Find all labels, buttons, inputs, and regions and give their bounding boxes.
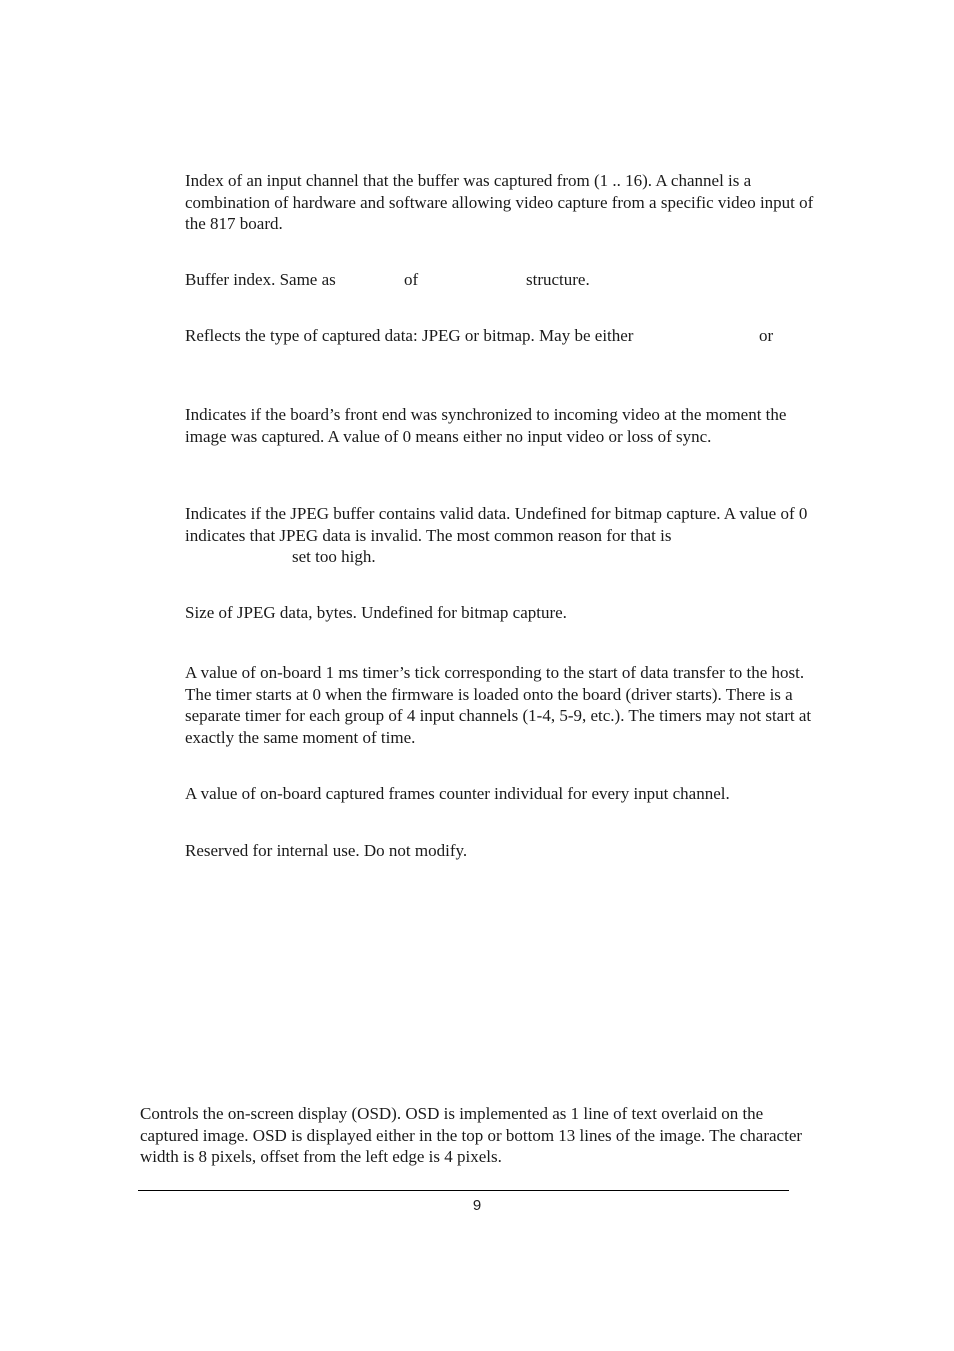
jpeg-valid-tail: set too high.	[292, 547, 376, 566]
buffer-index-text-2: of	[404, 270, 419, 289]
capture-type-text-2: or	[759, 326, 774, 345]
page-number: 9	[472, 1197, 482, 1214]
jpeg-valid-text: Indicates if the JPEG buffer contains valid data. Undefined for bitmap capture. A value of 0 indicates that JPEG data is invalid. The most common reason for that is	[185, 504, 808, 545]
field-sync-description: Indicates if the board’s front end was synchronized to incoming video at the moment the image was captured. A value of 0 means either no input video or loss of sync.	[185, 405, 787, 446]
buffer-index-text-1: Buffer index. Same as	[185, 270, 336, 289]
field-channel-description: Index of an input channel that the buffer was captured from (1 .. 16). A channel is a combination of hardware and software allowing video capture from a specific video input of the 817 board.	[185, 171, 814, 233]
footer-divider	[138, 1190, 789, 1191]
field-frame-counter-description: A value of on-board captured frames counter individual for every input channel.	[185, 784, 730, 803]
field-timer-description: A value of on-board 1 ms timer’s tick corresponding to the start of data transfer to the host. The timer starts at 0 when the firmware is loaded onto the board (driver starts). There is a separate timer for each group of 4 input channels (1-4, 5-9, etc.). The timers may not start at exactly the same moment of time.	[185, 663, 812, 747]
field-jpeg-size-description: Size of JPEG data, bytes. Undefined for bitmap capture.	[185, 603, 567, 622]
field-reserved-description: Reserved for internal use. Do not modify.	[185, 841, 468, 860]
capture-type-text-1: Reflects the type of captured data: JPEG or bitmap. May be either	[185, 326, 634, 345]
buffer-index-text-3: structure.	[526, 270, 590, 289]
osd-paragraph: Controls the on-screen display (OSD). OSD is implemented as 1 line of text overlaid on the captured image. OSD is displayed either in the top or bottom 13 lines of the image. The character width is 8 pixels, offset from the left edge is 4 pixels.	[140, 1104, 803, 1166]
